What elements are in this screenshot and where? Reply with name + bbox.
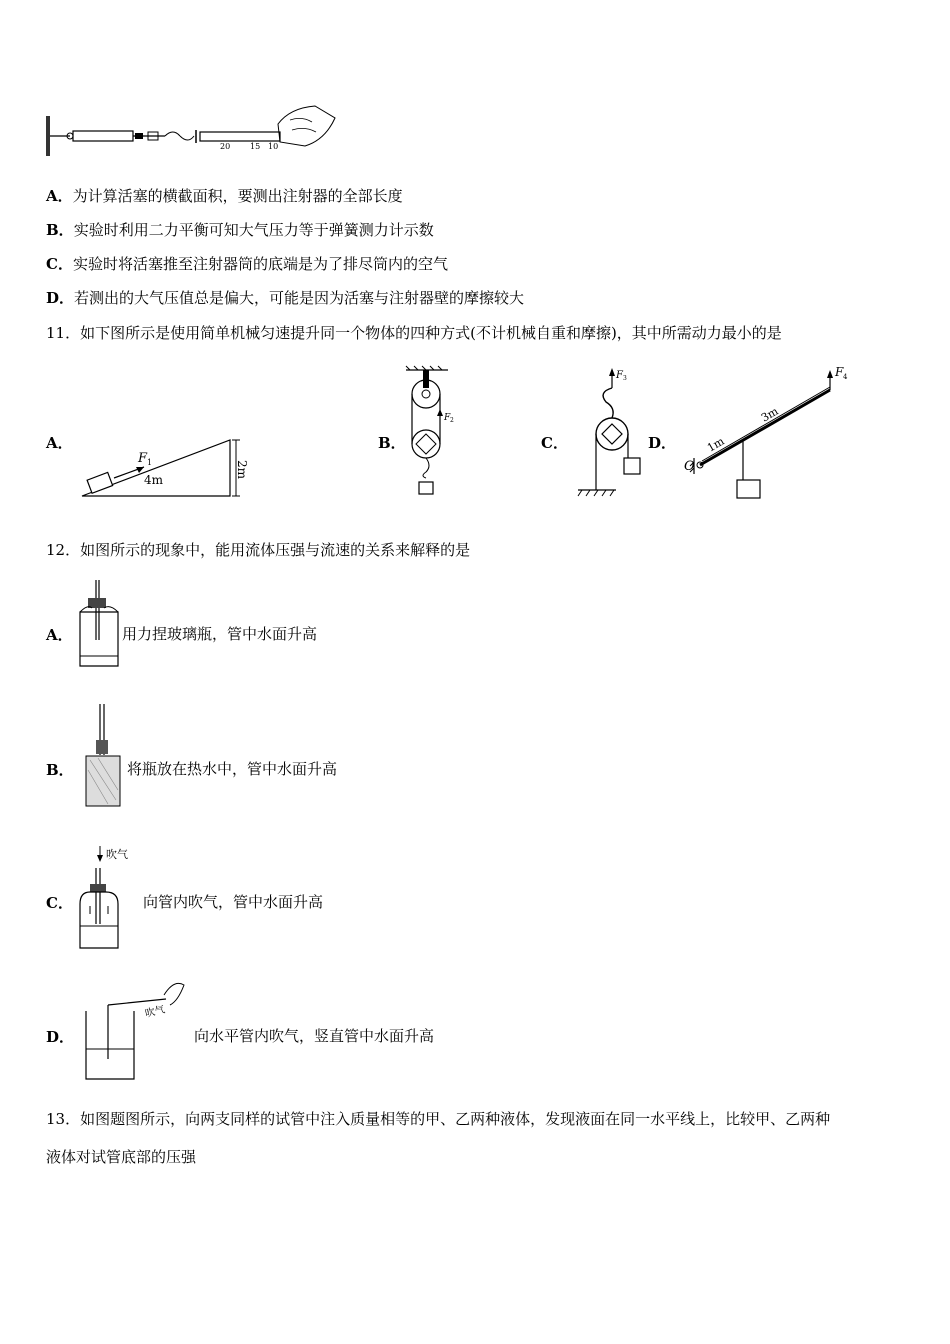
force-f2-label: F: [444, 413, 451, 423]
force-f1-sub: 1: [147, 458, 153, 467]
q11-label-c: C．: [541, 434, 568, 452]
force-f4-label: F: [835, 365, 844, 379]
q12-option-c-text: 向管内吹气，管中水面升高: [143, 893, 324, 911]
q12-label-c: C．: [46, 894, 73, 912]
fixed-pulley-figure: [572, 366, 652, 498]
blow-note: 吹气: [106, 848, 128, 861]
q11-label-a: A．: [46, 434, 73, 452]
lever-short-arm-label: 1m: [705, 434, 727, 455]
bottle-hot-water-figure: [78, 700, 128, 810]
q12-option-b-text: 将瓶放在热水中，管中水面升高: [127, 760, 338, 778]
q12-label-b: B．: [46, 761, 74, 779]
incline-height-label: 2m: [235, 460, 249, 480]
q12-label-a: A．: [46, 626, 73, 644]
incline-figure: [78, 428, 248, 503]
force-f1-label: F: [138, 451, 148, 466]
q11-stem: 11．如下图所示是使用简单机械匀速提升同一个物体的四种方式(不计机械自重和摩擦)，其中所需动力最小的是: [46, 324, 782, 342]
force-f3-label: F: [616, 370, 623, 381]
lever-long-arm-label: 3m: [759, 404, 781, 425]
q11-label-b: B．: [378, 434, 406, 452]
pulley-block-figure: [400, 366, 460, 501]
q10-option-b: B．实验时利用二力平衡可知大气压力等于弹簧测力计示数: [46, 221, 434, 239]
scale-tick-15: 15: [250, 142, 261, 151]
bottle-blow-figure: [74, 844, 144, 954]
incline-length-label: 4m: [144, 473, 164, 487]
lever-figure: [680, 362, 860, 502]
beaker-blow-figure: [80, 975, 195, 1085]
q12-option-a-text: 用力捏玻璃瓶，管中水面升高: [122, 625, 318, 643]
q12-stem: 12．如图所示的现象中，能用流体压强与流速的关系来解释的是: [46, 541, 471, 559]
pivot-label: O: [684, 459, 695, 474]
q10-option-c: C．实验时将活塞推至注射器筒的底端是为了排尽筒内的空气: [46, 255, 448, 273]
q11-label-d: D．: [648, 434, 677, 452]
q12-label-d: D．: [46, 1028, 75, 1046]
scale-tick-20: 20: [220, 142, 231, 151]
q12-option-d-text: 向水平管内吹气，竖直管中水面升高: [194, 1027, 435, 1045]
scale-tick-10: 10: [268, 142, 279, 151]
force-f2-sub: 2: [450, 417, 454, 424]
q10-option-d: D．若测出的大气压值总是偏大，可能是因为活塞与注射器壁的摩擦较大: [46, 289, 525, 307]
blow-note-d: 吹气: [144, 1004, 167, 1020]
force-f3-sub: 3: [623, 375, 627, 382]
q13-line-1: 13．如图题图所示，向两支同样的试管中注入质量相等的甲、乙两种液体，发现液面在同一水平线上，比较甲、乙两种: [46, 1110, 831, 1128]
syringe-experiment-figure: [40, 100, 340, 170]
q13-line-2: 液体对试管底部的压强: [46, 1148, 197, 1166]
q10-option-a: A．为计算活塞的横截面积，要测出注射器的全部长度: [46, 187, 403, 205]
force-f4-sub: 4: [843, 373, 848, 381]
bottle-squeeze-figure: [70, 578, 125, 670]
